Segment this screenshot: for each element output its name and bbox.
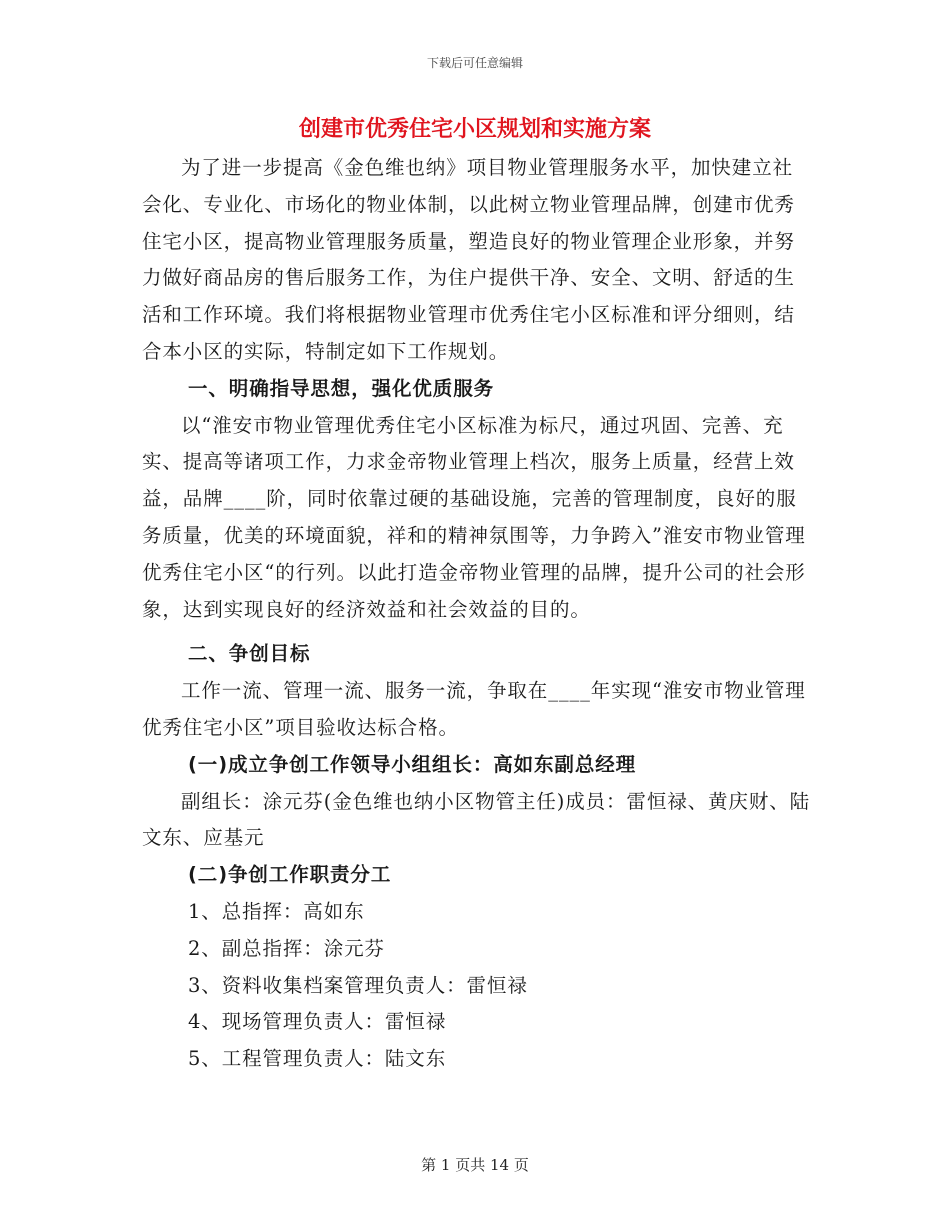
section-2-heading: 二、争创目标 — [188, 642, 311, 666]
list-item: 1、总指挥：高如东 — [188, 899, 365, 923]
list-item: 5、工程管理负责人：陆文东 — [188, 1047, 447, 1071]
list-item: 4、现场管理负责人：雷恒禄 — [188, 1010, 447, 1034]
section-1-paragraph: 以“淮安市物业管理优秀住宅小区标准为标尺，通过巩固、完善、充实、提高等诸项工作，力求金帝物业管理上档次，服务上质量，经营上效益，品牌____阶，同时依靠过硬的基础设施，完善的管理制度，良好的服务质量，优美的环境面貌，祥和的精神氛围等，力争跨入”淮安市物业管理优秀住宅小区“的行列。以此打造金帝物业管理的品牌，提升公司的社会形象，达到实现良好的经济效益和社会效益的目的。 — [142, 413, 806, 621]
list-item: 2、副总指挥：涂元芬 — [188, 936, 385, 960]
document-title: 创建市优秀住宅小区规划和实施方案 — [298, 117, 651, 142]
page-header-note: 下载后可任意编辑 — [426, 56, 523, 70]
section-1-heading: 一、明确指导思想，强化优质服务 — [188, 376, 495, 400]
subsection-1-heading: (一)成立争创工作领导小组组长：高如东副总经理 — [188, 752, 637, 776]
list-item: 3、资料收集档案管理负责人：雷恒禄 — [188, 973, 528, 997]
document-body — [142, 150, 810, 1078]
intro-paragraph: 为了进一步提高《金色维也纳》项目物业管理服务水平，加快建立社会化、专业化、市场化的物业体制，以此树立物业管理品牌，创建市优秀住宅小区，提高物业管理服务质量，塑造良好的物业管理企业形象，并努力做好商品房的售后服务工作，为住户提供干净、安全、文明、舒适的生活和工作环境。我们将根据物业管理市优秀住宅小区标准和评分细则，结合本小区的实际，特制定如下工作规划。 — [142, 156, 795, 363]
section-2-paragraph: 工作一流、管理一流、服务一流，争取在____年实现“淮安市物业管理优秀住宅小区”项目验收达标合格。 — [142, 679, 806, 739]
subsection-2-heading: (二)争创工作职责分工 — [188, 863, 392, 887]
subsection-1-paragraph: 副组长：涂元芬(金色维也纳小区物管主任)成员：雷恒禄、黄庆财、陆文东、应基元 — [142, 789, 811, 850]
page-number: 第 1 页共 14 页 — [421, 1156, 529, 1174]
